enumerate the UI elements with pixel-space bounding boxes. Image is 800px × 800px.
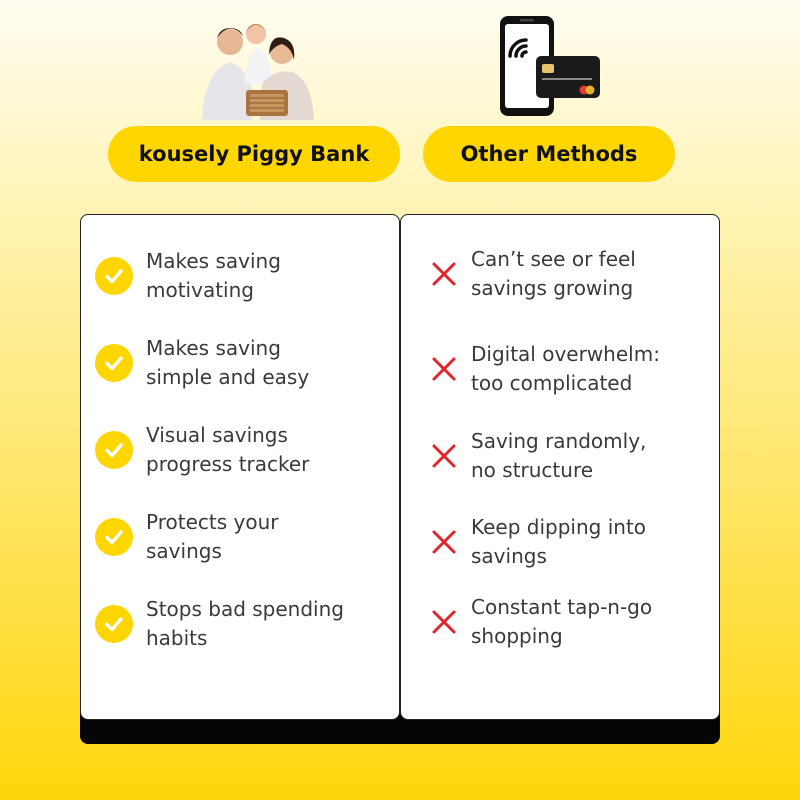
red-cross-icon <box>431 609 457 635</box>
pro-item-text: Visual savings progress tracker <box>146 423 310 476</box>
pro-item-text: Protects your savings <box>146 510 279 563</box>
con-item <box>401 593 719 651</box>
check-circle-icon <box>95 344 133 382</box>
cons-card <box>400 214 720 720</box>
kousely-piggy-bank-label: kousely Piggy Bank <box>108 126 400 182</box>
con-item <box>401 340 719 398</box>
red-cross-icon <box>431 443 457 469</box>
other-methods-label: Other Methods <box>423 126 675 182</box>
con-item <box>401 245 719 303</box>
con-item <box>401 427 719 485</box>
con-item-text: Keep dipping into savings <box>471 515 647 568</box>
red-cross-icon <box>431 261 457 287</box>
con-item-text: Saving randomly, no structure <box>471 429 647 482</box>
family-with-piggy-bank-icon <box>196 12 316 120</box>
check-circle-icon <box>95 518 133 556</box>
con-item-text: Can’t see or feel savings growing <box>471 247 636 300</box>
pro-item-text: Stops bad spending habits <box>146 597 344 650</box>
pro-item <box>81 247 399 305</box>
pro-item <box>81 334 399 392</box>
con-item-text: Digital overwhelm: too complicated <box>471 342 660 395</box>
red-cross-icon <box>431 356 457 382</box>
pros-card <box>80 214 400 720</box>
check-circle-icon <box>95 257 133 295</box>
pro-item <box>81 508 399 566</box>
pro-item-text: Makes saving simple and easy <box>146 336 310 389</box>
pro-item <box>81 595 399 653</box>
pro-item <box>81 421 399 479</box>
red-cross-icon <box>431 529 457 555</box>
phone-with-card-tap-icon <box>496 12 606 120</box>
pro-item-text: Makes saving motivating <box>146 249 281 302</box>
check-circle-icon <box>95 605 133 643</box>
con-item <box>401 513 719 571</box>
con-item-text: Constant tap-n-go shopping <box>471 595 653 648</box>
check-circle-icon <box>95 431 133 469</box>
